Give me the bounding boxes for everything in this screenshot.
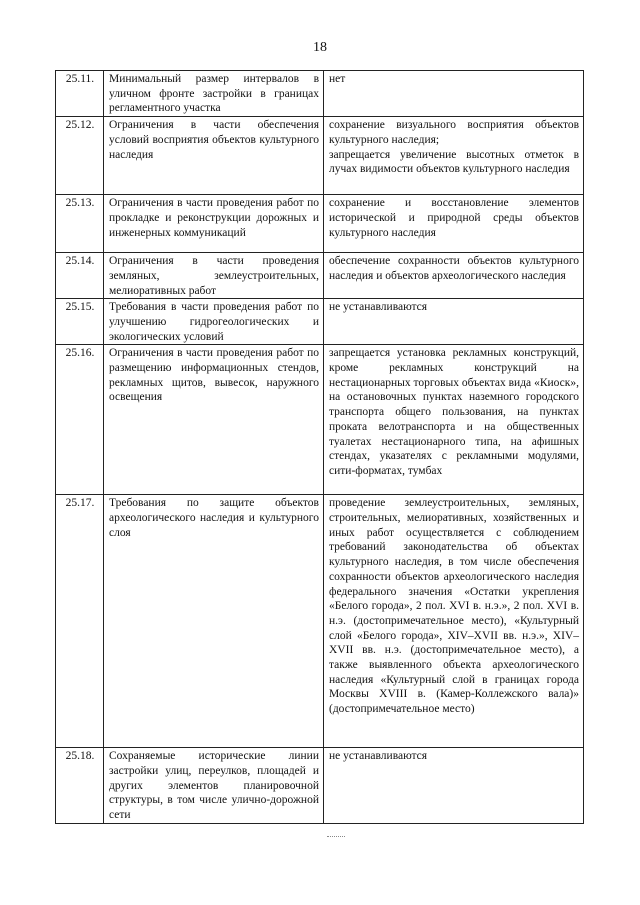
row-subject: Требования в части проведения работ по улучшению гидрогеологических и экологических условий xyxy=(104,299,324,345)
table-row xyxy=(56,299,584,345)
row-requirements xyxy=(324,748,584,824)
row-subject: Ограничения в части проведения работ по прокладке и реконструкции дорожных и инженерных коммуникаций xyxy=(104,195,324,253)
row-number: 25.12. xyxy=(56,117,104,195)
table-row xyxy=(56,253,584,299)
row-number: 25.16. xyxy=(56,345,104,495)
row-subject: Ограничения в части проведения земляных, землеустроительных, мелиоративных работ xyxy=(104,253,324,299)
row-subject: Требования по защите объектов археологического наследия и культурного слоя xyxy=(104,495,324,748)
requirement-text: сохранение визуального восприятия объектов культурного наследия; xyxy=(329,119,579,146)
row-requirements xyxy=(324,495,584,748)
row-requirements xyxy=(324,345,584,495)
row-subject: Минимальный размер интервалов в уличном фронте застройки в границах регламентного участка xyxy=(104,71,324,117)
row-requirements xyxy=(324,71,584,117)
row-subject: Сохраняемые исторические линии застройки улиц, переулков, площадей и других элементов планировочной структуры, в том числе улично-дорожной сети xyxy=(104,748,324,824)
table-row xyxy=(56,345,584,495)
regulations-table xyxy=(55,70,584,824)
requirement-text: не устанавливаются xyxy=(329,301,428,314)
row-requirements xyxy=(324,195,584,253)
row-number: 25.11. xyxy=(56,71,104,117)
requirement-text: не устанавливаются xyxy=(329,750,428,763)
row-number: 25.17. xyxy=(56,495,104,748)
table-row xyxy=(56,748,584,824)
table-row xyxy=(56,71,584,117)
row-requirements xyxy=(324,299,584,345)
requirement-text: запрещается увеличение высотных отметок в лучах видимости объектов культурного наследия xyxy=(329,148,579,176)
requirement-text: сохранение и восстановление элементов исторической и природной среды объектов культурного наследия xyxy=(329,197,579,239)
row-subject: Ограничения в части обеспечения условий восприятия объектов культурного наследия xyxy=(104,117,324,195)
row-number: 25.15. xyxy=(56,299,104,345)
row-number: 25.14. xyxy=(56,253,104,299)
requirement-text: запрещается установка рекламных конструкций, кроме рекламных конструкций на нестационарных торговых объектах вида «Киоск», на остановочных пунктах наземного городского транспорта общего пользования, на пунктах проката велотранспорта и на общественных туалетах нестационарного типа, на афишных стендах, указателях с рекламными модулями, сити-форматах, тумбах xyxy=(329,347,579,477)
row-subject: Ограничения в части проведения работ по размещению информационных стендов, рекламных щитов, вывесок, наружного освещения xyxy=(104,345,324,495)
row-requirements xyxy=(324,253,584,299)
table-row xyxy=(56,195,584,253)
page-number: 18 xyxy=(313,40,327,55)
requirement-text: нет xyxy=(329,73,346,85)
scan-mark xyxy=(327,836,345,838)
requirement-text: проведение землеустроительных, земляных, строительных, мелиоративных, хозяйственных и иных работ осуществляется с соблюдением требований законодательства об объектах культурного наследия, в том числе обеспечения сохранности объектов археологического наследия федерального значения «Остатки укрепления «Белого города», 2 пол. XVI в. н.э.», 2 пол. XVI в. н.э. (достопримечательное место), «Культурный слой «Белого города», XIV–XVII вв. н.э.», XIV–XVII вв. н.э. (достопримечательное место), а также выявленного объекта археологического наследия «Культурный слой в границах города Москвы XVIII в. (Камер-Коллежского вала)» (достопримечательное место) xyxy=(329,497,579,716)
requirement-text: обеспечение сохранности объектов культурного наследия и объектов археологического наследия xyxy=(329,255,579,282)
row-number: 25.13. xyxy=(56,195,104,253)
row-requirements xyxy=(324,117,584,195)
table-row xyxy=(56,117,584,195)
row-number: 25.18. xyxy=(56,748,104,824)
table-row xyxy=(56,495,584,748)
